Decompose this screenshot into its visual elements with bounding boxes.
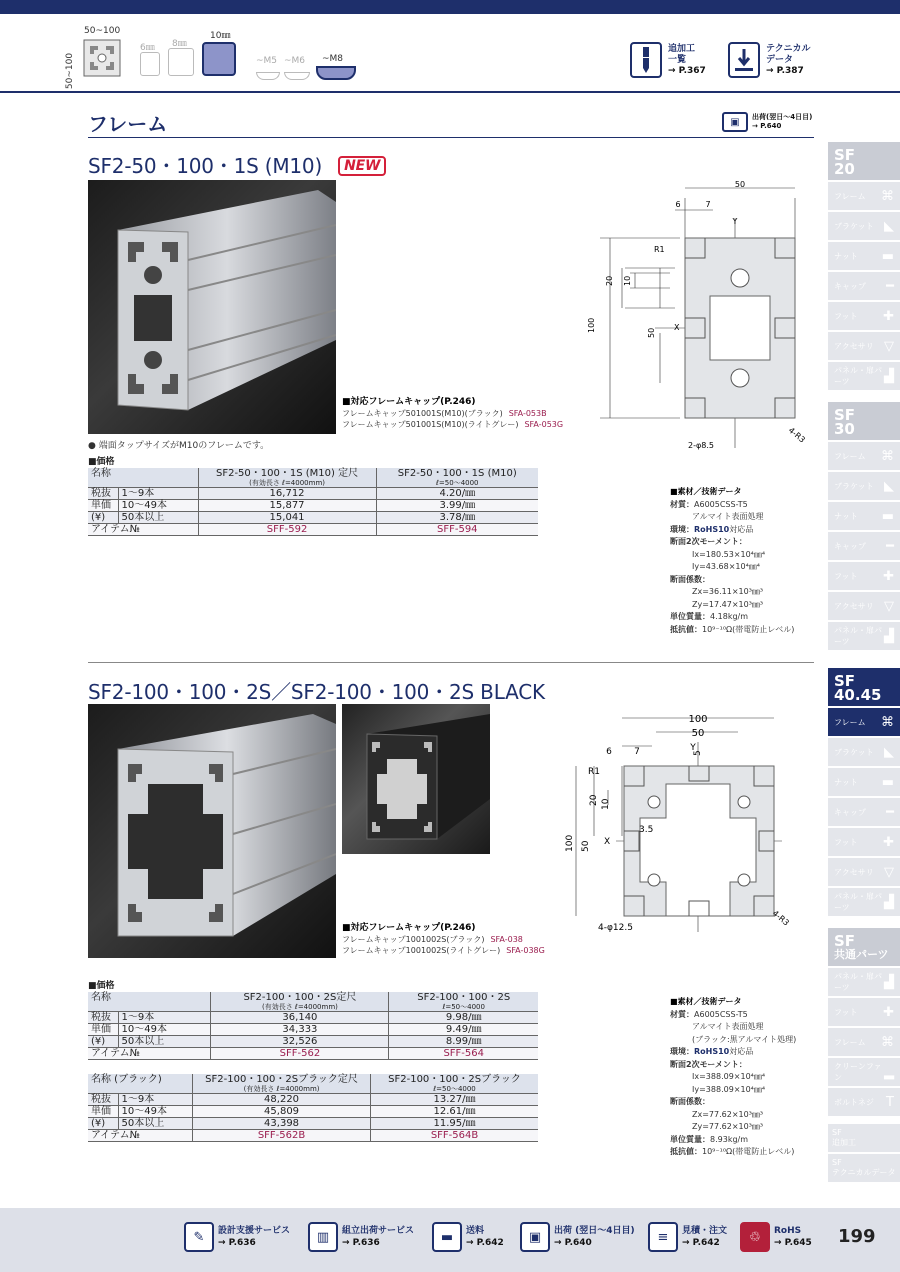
spec-moment: 断面2次モーメント： — [670, 1059, 747, 1069]
sidebar-item-fan[interactable]: クリーンファン ▂ — [828, 1058, 900, 1086]
price-heading: ■価格 — [88, 981, 115, 991]
machining-link[interactable] — [630, 42, 706, 78]
product1-cap-list — [342, 396, 563, 430]
table-row: 税抜 1〜9本 16,712 4.20/㎜ — [88, 488, 538, 500]
tap-8-label: 8㎜ — [172, 39, 187, 49]
sidebar-item-foot[interactable]: フット ✚ — [828, 828, 900, 856]
cap-code: SFA-053B — [508, 409, 547, 418]
spec-material: A6005CSS-T5 — [694, 499, 748, 509]
sidebar-item-nut[interactable]: ナット ▬ — [828, 768, 900, 796]
truck-icon: ▬ — [432, 1222, 462, 1252]
product1-title — [88, 150, 386, 179]
spec-iy: Iy=388.09×10⁴㎜⁴ — [692, 1084, 766, 1094]
dim-10: 10 — [623, 275, 632, 286]
panel-icon: ▟ — [884, 368, 894, 384]
cap-item: フレームキャップ1001002S(ブラック) — [342, 935, 485, 944]
technical-label-2: データ — [766, 55, 794, 65]
page-number: 199 — [838, 1226, 876, 1247]
sidebar-item-frame[interactable]: フレーム ⌘ — [828, 182, 900, 210]
col-header-fixed — [198, 468, 376, 488]
footer-assembly[interactable]: ▥ 組立出荷サービス → P.636 — [308, 1222, 414, 1252]
cap-icon: ━ — [886, 804, 894, 820]
item-code[interactable]: SFF-592 — [198, 524, 376, 536]
product-divider — [88, 662, 814, 663]
quote-icon: ≡ — [648, 1222, 678, 1252]
cap-code: SFA-053G — [524, 420, 564, 429]
nut-m8-icon — [316, 66, 356, 80]
footer-quote[interactable]: ≡ 見積・注文 → P.642 — [648, 1222, 727, 1252]
profile-thumb-icon — [82, 38, 122, 78]
product2-price-table: 名称 SF2-100・100・2S定尺 (有効長さ ℓ=4000mm) SF2-100・100・2S ℓ=50〜4000 税抜 1〜9本 36,140 9.98/㎜ 単価 10〜49本 34,333 9.49/㎜ (¥) 50本以上 32,526 8.99/㎜ アイテム№ SFF-562 SFF-564 — [88, 992, 538, 1060]
design-support-icon: ✎ — [184, 1222, 214, 1252]
nut-m5-label: ~M5 — [256, 56, 278, 66]
sidebar-item-nut[interactable]: ナット ▬ — [828, 502, 900, 530]
dim-100-v: 100 — [565, 834, 575, 852]
section-title: フレーム — [88, 112, 168, 136]
accessory-icon: ▽ — [884, 338, 894, 354]
cap-code: SFA-038G — [506, 946, 545, 955]
sidebar-item-cap[interactable]: キャップ ━ — [828, 532, 900, 560]
product1-drawing — [570, 178, 820, 458]
product2-photo — [88, 704, 336, 958]
sidebar-item-frame[interactable]: フレーム ⌘ — [828, 708, 900, 736]
sidebar-item-panel[interactable]: パネル・扉パーツ ▟ — [828, 362, 900, 390]
panel-icon: ▟ — [884, 628, 894, 644]
cap-heading: ■対応フレームキャップ(P.246) — [342, 923, 476, 933]
dim-10: 10 — [601, 798, 611, 810]
sidebar-item-foot[interactable]: フット ✚ — [828, 998, 900, 1026]
sidebar-item-accessory[interactable]: アクセサリ ▽ — [828, 592, 900, 620]
spec-material-2: アルマイト表面処理 — [692, 1022, 764, 1031]
foot-icon: ✚ — [883, 568, 894, 584]
tap-10-label: 10㎜ — [210, 31, 231, 41]
spec-zy: Zy=77.62×10³㎜³ — [692, 1122, 764, 1131]
dim-width: 50 — [734, 180, 746, 189]
dim-20: 20 — [589, 794, 599, 806]
table-row: (¥) 50本以上 32,526 8.99/㎜ — [88, 1036, 538, 1048]
technical-ref: → P.387 — [766, 66, 804, 76]
product2-black-render — [342, 704, 490, 854]
col-header-fixed-label: SF2-100・100・2S定尺 — [243, 992, 357, 1003]
item-code[interactable]: SFF-562 — [211, 1048, 389, 1060]
frame-icon: ⌘ — [881, 448, 894, 464]
nut-icon: ▬ — [881, 248, 894, 264]
spec-rohs: RoHS10 — [694, 524, 730, 534]
price-heading: ■価格 — [88, 457, 115, 467]
axis-x: X — [604, 837, 611, 847]
table-row: (¥) 50本以上 15,041 3.78/㎜ — [88, 512, 538, 524]
sidebar-item-cap[interactable]: キャップ ━ — [828, 272, 900, 300]
sidebar-item-bolt[interactable]: ボルトネジ T — [828, 1088, 900, 1116]
tap-6-label: 6㎜ — [140, 43, 155, 53]
dim-100: 100 — [688, 714, 708, 725]
col-header-name: 名称 — [88, 992, 211, 1012]
bracket-icon: ◣ — [884, 744, 894, 760]
item-code[interactable]: SFF-564B — [371, 1130, 538, 1142]
table-row-item-no: アイテム№ SFF-562B SFF-564B — [88, 1130, 538, 1142]
tap-8-icon — [168, 48, 194, 76]
product1-name: SF2-50・100・1S (M10) — [88, 154, 323, 178]
spec-mass: 4.18kg/m — [710, 612, 749, 621]
product2-black-photo — [342, 704, 490, 854]
nut-icon: ▬ — [881, 508, 894, 524]
cap-heading: ■対応フレームキャップ(P.246) — [342, 397, 476, 407]
spec-mass: 8.93kg/m — [710, 1134, 749, 1144]
foot-icon: ✚ — [883, 1004, 894, 1020]
col-header-cut-sub: ℓ=50〜4000 — [436, 479, 479, 487]
sidebar-item-technical[interactable]: SF テクニカルデータ — [828, 1154, 900, 1182]
technical-label-1: テクニカル — [766, 44, 811, 54]
product2-render — [88, 704, 336, 958]
sidebar-item-panel[interactable]: パネル・扉パーツ ▟ — [828, 888, 900, 916]
col-header-cut-label: SF2-100・100・2S — [417, 992, 511, 1003]
sidebar-item-bracket[interactable]: ブラケット ◣ — [828, 472, 900, 500]
spec-modulus: 断面係数： — [670, 1097, 710, 1106]
product2-title: SF2-100・100・2S／SF2-100・100・2S BLACK — [88, 680, 545, 704]
dim-r1: R1 — [654, 245, 665, 254]
sidebar-tab-common[interactable]: SF 共通パーツ — [828, 928, 900, 966]
machining-label-2: 一覧 — [668, 55, 687, 65]
dim-6: 6 — [606, 747, 612, 757]
sidebar-sf40 — [828, 668, 900, 916]
nut-m6-icon — [284, 72, 310, 80]
table-row-item-no: アイテム№ SFF-592 SFF-594 — [88, 524, 538, 536]
sidebar-sf30 — [828, 402, 900, 650]
rohs-icon: ♲ — [740, 1222, 770, 1252]
sidebar-item-accessory[interactable]: アクセサリ ▽ — [828, 332, 900, 360]
item-code[interactable]: SFF-594 — [376, 524, 538, 536]
dim-7: 7 — [705, 200, 711, 209]
section-underline — [88, 137, 814, 138]
cap-code: SFA-038 — [490, 935, 523, 944]
product2-drawing — [556, 706, 806, 946]
dim-6: 6 — [675, 200, 681, 209]
col-header-cut-label: SF2-50・100・1S (M10) — [397, 468, 517, 479]
dim-r3: 4-R3 — [770, 908, 791, 928]
table-row: 税抜 1〜9本 48,220 13.27/㎜ — [88, 1094, 538, 1106]
product1-price-table — [88, 468, 538, 536]
spec-material: A6005CSS-T5 — [694, 1009, 748, 1019]
dim-20: 20 — [605, 275, 614, 286]
panel-icon: ▟ — [884, 974, 894, 990]
dim-3-5: 3.5 — [639, 825, 654, 835]
product1-spec: ■素材／技術データ 材質：A6005CSS-T5 アルマイト表面処理 環境：RoHS10対応品 断面2次モーメント： Ix=180.53×10⁴㎜⁴ Iy=43.68×10⁴㎜⁴ 断面係数： Zx=36.11×10³㎜³ Zy=17.47×10³㎜³ 単位質量：4.18kg/m 抵抗値：10⁹⁻¹⁰Ω(帯電防止レベル) — [670, 486, 820, 636]
shipping-badge[interactable] — [722, 112, 812, 132]
dim-r1: R1 — [588, 767, 600, 777]
axis-y: Y — [732, 217, 738, 226]
col-header-fixed-label: SF2-50・100・1S (M10) 定尺 — [215, 468, 359, 479]
dim-100: 100 — [587, 317, 596, 333]
bracket-icon: ◣ — [884, 478, 894, 494]
spec-zx: Zx=77.62×10³㎜³ — [692, 1109, 764, 1119]
table-row: 単価 10〜49本 15,877 3.99/㎜ — [88, 500, 538, 512]
col-header-name: 名称 (ブラック) — [88, 1074, 193, 1094]
tap-6-icon — [140, 52, 160, 76]
dim-r3: 4-R3 — [786, 425, 807, 445]
cap-icon: ━ — [886, 278, 894, 294]
shipping-label: 出荷(翌日〜4日目) — [752, 113, 813, 121]
table-row: 単価 10〜49本 34,333 9.49/㎜ — [88, 1024, 538, 1036]
spec-resistance: 10⁹⁻¹⁰Ω(帯電防止レベル) — [702, 1147, 795, 1156]
table-row: (¥) 50本以上 43,398 11.95/㎜ — [88, 1118, 538, 1130]
spec-resistance: 10⁹⁻¹⁰Ω(帯電防止レベル) — [702, 624, 795, 634]
spec-zx: Zx=36.11×10³㎜³ — [692, 587, 764, 596]
sidebar-common — [828, 928, 900, 1182]
col-header-fixed-label: SF2-100・100・2Sブラック定尺 — [205, 1074, 358, 1085]
spec-modulus: 断面係数： — [670, 574, 710, 584]
spec-rohs: RoHS10 — [694, 1047, 730, 1056]
spec-iy: Iy=43.68×10⁴㎜⁴ — [692, 562, 760, 571]
fan-icon: ▂ — [884, 1064, 894, 1080]
size-selector — [60, 22, 380, 92]
sidebar-item-cap[interactable]: キャップ ━ — [828, 798, 900, 826]
dim-50: 50 — [691, 728, 705, 739]
foot-icon: ✚ — [883, 308, 894, 324]
footer-rohs[interactable]: ♲ RoHS → P.645 — [740, 1222, 812, 1252]
spec-moment: 断面2次モーメント： — [670, 537, 747, 546]
sidebar-item-frame[interactable]: フレーム ⌘ — [828, 442, 900, 470]
foot-icon: ✚ — [883, 834, 894, 850]
nut-icon: ▬ — [881, 774, 894, 790]
spec-material-3: (ブラック:黒アルマイト処理) — [692, 1034, 797, 1044]
shipping-icon: ▣ — [520, 1222, 550, 1252]
sidebar-item-panel[interactable]: パネル・扉パーツ ▟ — [828, 968, 900, 996]
size-top-label: 50~100 — [84, 26, 121, 36]
table-row: 単価 10〜49本 45,809 12.61/㎜ — [88, 1106, 538, 1118]
frame-icon: ⌘ — [881, 714, 894, 730]
spec-zy: Zy=17.47×10³㎜³ — [692, 599, 764, 609]
dim-hole: 4-φ12.5 — [598, 923, 633, 933]
dim-5: 5 — [693, 750, 703, 756]
sidebar-tab-sf40[interactable]: SF 40.45 — [828, 668, 900, 706]
footer-design-support[interactable]: ✎ 設計支援サービス → P.636 — [184, 1222, 290, 1252]
nut-m6-label: ~M6 — [284, 56, 306, 66]
axis-y: Y — [690, 743, 696, 753]
shipping-ref: → P.640 — [752, 122, 782, 130]
accessory-icon: ▽ — [884, 864, 894, 880]
bolt-icon: T — [886, 1094, 894, 1110]
frame-icon: ⌘ — [881, 188, 894, 204]
item-code[interactable]: SFF-564 — [389, 1048, 538, 1060]
product1-photo — [88, 180, 336, 434]
footer-shipping[interactable]: ▣ 出荷 (翌日〜4日目) → P.640 — [520, 1222, 635, 1252]
product2-black-price-table: 名称 (ブラック) SF2-100・100・2Sブラック定尺 (有効長さ ℓ=4000mm) SF2-100・100・2Sブラック ℓ=50〜4000 税抜 1〜9本 48,220 13.27/㎜ 単価 10〜49本 45,809 12.61/㎜ (¥) 50本以上 43,398 11.95/㎜ アイテム№ SFF-562B SFF-564B — [88, 1074, 538, 1142]
sidebar-tab-sf20[interactable]: SF 20 — [828, 142, 900, 180]
footer-shipping-cost[interactable]: ▬ 送料 → P.642 — [432, 1222, 504, 1252]
sidebar-sf20 — [828, 142, 900, 390]
cap-item: フレームキャップ501001S(M10)(ブラック) — [342, 409, 503, 418]
cap-icon: ━ — [886, 538, 894, 554]
sidebar-item-foot[interactable]: フット ✚ — [828, 562, 900, 590]
spec-heading: ■素材／技術データ — [670, 487, 742, 496]
sidebar-item-panel[interactable]: パネル・扉パーツ ▟ — [828, 622, 900, 650]
sidebar-item-bracket[interactable]: ブラケット ◣ — [828, 212, 900, 240]
cap-item: フレームキャップ501001S(M10)(ライトグレー) — [342, 420, 519, 429]
sidebar-item-accessory[interactable]: アクセサリ ▽ — [828, 858, 900, 886]
nut-m5-icon — [256, 72, 280, 80]
col-header-fixed-sub: (有効長さ ℓ=4000mm) — [249, 479, 325, 487]
dim-7: 7 — [634, 747, 640, 757]
machining-ref: → P.367 — [668, 66, 706, 76]
col-header-name: 名称 — [88, 468, 198, 488]
product1-note: ● 端面タップサイズがM10のフレームです。 — [88, 441, 270, 451]
spec-material-2: アルマイト表面処理 — [692, 512, 764, 521]
sidebar-item-machining[interactable]: SF 追加工 — [828, 1124, 900, 1152]
item-code[interactable]: SFF-562B — [193, 1130, 371, 1142]
spec-heading: ■素材／技術データ — [670, 997, 742, 1006]
dim-hole: 2-φ8.5 — [688, 441, 714, 450]
dim-50: 50 — [647, 327, 656, 338]
top-bar — [0, 0, 900, 14]
tap-10-icon — [202, 42, 236, 76]
product1-render — [88, 180, 336, 434]
table-row: 税抜 1〜9本 36,140 9.98/㎜ — [88, 1012, 538, 1024]
dim-50-v: 50 — [581, 840, 591, 852]
technical-data-link[interactable] — [728, 42, 810, 78]
sidebar-item-foot[interactable]: フット ✚ — [828, 302, 900, 330]
size-side-label: 50~100 — [65, 52, 76, 90]
col-header-cut-label: SF2-100・100・2Sブラック — [388, 1074, 521, 1085]
frame-icon: ⌘ — [881, 1034, 894, 1050]
accessory-icon: ▽ — [884, 598, 894, 614]
table-row-item-no: アイテム№ SFF-562 SFF-564 — [88, 1048, 538, 1060]
product2-spec: ■素材／技術データ 材質：A6005CSS-T5 アルマイト表面処理 (ブラック:黒アルマイト処理) 環境：RoHS10対応品 断面2次モーメント： Ix=388.09×10⁴㎜⁴ Iy=388.09×10⁴㎜⁴ 断面係数： Zx=77.62×10³㎜³ Zy=77.62×10³㎜³ 単位質量：8.93kg/m 抵抗値：10⁹⁻¹⁰Ω(帯電防止レベル) — [670, 996, 820, 1159]
sidebar-item-frame[interactable]: フレーム ⌘ — [828, 1028, 900, 1056]
download-icon — [728, 42, 760, 78]
header-divider — [0, 91, 900, 93]
new-badge: NEW — [338, 156, 386, 176]
sidebar-item-bracket[interactable]: ブラケット ◣ — [828, 738, 900, 766]
product2-cap-list — [342, 922, 545, 956]
assembly-icon: ▥ — [308, 1222, 338, 1252]
panel-icon: ▟ — [884, 894, 894, 910]
axis-x: X — [674, 323, 680, 332]
drill-icon — [630, 42, 662, 78]
machining-label-1: 追加工 — [668, 44, 696, 54]
cap-item: フレームキャップ1001002S(ライトグレー) — [342, 946, 501, 955]
col-header-cut — [376, 468, 538, 488]
bracket-icon: ◣ — [884, 218, 894, 234]
sidebar-item-nut[interactable]: ナット ▬ — [828, 242, 900, 270]
spec-ix: Ix=388.09×10⁴㎜⁴ — [692, 1072, 766, 1081]
spec-ix: Ix=180.53×10⁴㎜⁴ — [692, 549, 766, 559]
nut-m8-label: ~M8 — [322, 54, 344, 64]
sidebar-tab-sf30[interactable]: SF 30 — [828, 402, 900, 440]
shipping-icon: ▣ — [722, 112, 748, 132]
